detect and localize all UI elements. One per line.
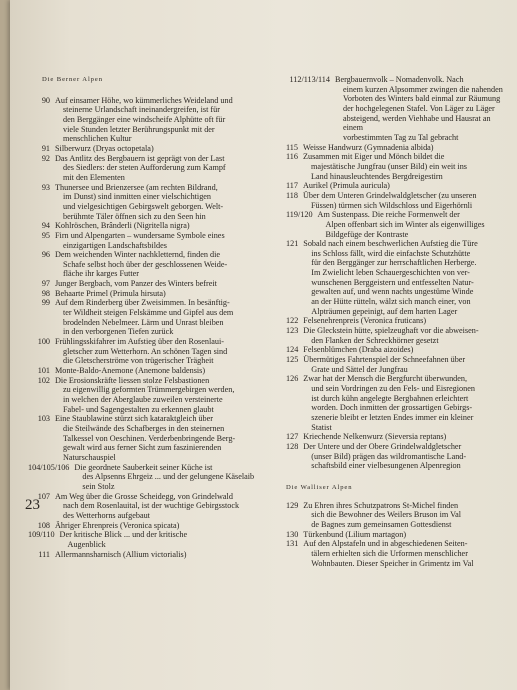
- caption-number: 117: [286, 181, 298, 191]
- caption-line: Land hinausleuchtendes Bergdreigestirn: [311, 171, 443, 181]
- caption-entry: [286, 442, 510, 471]
- caption-line: worden. Doch inmitten der grossartigen Gebirgs-: [311, 403, 473, 413]
- caption-entry: [42, 96, 274, 144]
- caption-line: Der kritische Blick ... und der kritische: [59, 530, 188, 540]
- caption-line: Kohlröschen, Brânderli (Nigritella nigra): [55, 221, 190, 231]
- caption-number: 98: [41, 288, 50, 298]
- section-heading-berner-alpen: Die Berner Alpen: [42, 76, 103, 83]
- caption-line: viele Stunden letzter Berührungspunkt mit der: [63, 124, 215, 134]
- caption-number: 100: [37, 337, 50, 347]
- caption-number: 129: [286, 500, 299, 510]
- caption-line: Übermütiges Fahrtenspiel der Schneefahnen über: [303, 355, 466, 365]
- caption-text: [303, 326, 510, 345]
- caption-line: Aurikel (Primula auricula): [303, 181, 390, 191]
- caption-number: 103: [37, 414, 50, 424]
- caption-line: an der Hütte rütteln, wälzt sich manch einer, von: [311, 297, 471, 307]
- caption-line: Weisse Handwurz (Gymnadenia albida): [303, 142, 434, 152]
- caption-entry: [37, 337, 274, 366]
- caption-line: schaftsbild einer vielbesungenen Alpenregion: [311, 461, 461, 471]
- caption-line: ins Schloss fällt, wird die einfachste Schutzhütte: [311, 248, 471, 258]
- caption-number: 95: [41, 230, 50, 240]
- caption-line: Wohnbauten. Dieser Speicher in Grimentz im Val: [311, 558, 474, 568]
- caption-entry: [28, 530, 274, 549]
- caption-line: gletscher zum Wetterhorn. An schönen Tagen sind: [63, 346, 228, 356]
- caption-line: Vorboten des Winters bald einmal zur Räumung: [343, 94, 501, 104]
- caption-text: [55, 154, 274, 183]
- caption-line: die Gletscherströme von trügerischer Trägheit: [63, 356, 214, 366]
- caption-line: wunschenen Berggeistern und entfesselten Natur-: [311, 277, 474, 287]
- caption-line: Augenblick: [67, 539, 106, 549]
- caption-line: Zwar hat der Mensch die Bergfurcht überwunden,: [303, 374, 468, 384]
- caption-entry: [42, 250, 274, 279]
- caption-entry: [28, 462, 274, 492]
- caption-line: Im Zwielicht leben Schauergeschichten von ver-: [311, 268, 470, 278]
- caption-entry: [286, 181, 510, 191]
- caption-number: 96: [41, 250, 50, 260]
- caption-entry: [42, 144, 274, 154]
- caption-entry: [42, 154, 274, 183]
- caption-entry: [37, 491, 274, 521]
- caption-line: Silberwurz (Dryas octopetala): [55, 143, 154, 153]
- caption-text: [335, 75, 510, 143]
- section-heading-walliser-alpen: Die Walliser Alpen: [286, 483, 353, 491]
- caption-number: 111: [38, 549, 50, 559]
- caption-line: Ähriger Ehrenpreis (Veronica spicata): [55, 520, 180, 530]
- caption-line: (unser Bild) prägen das wildromantische Land-: [311, 451, 467, 461]
- caption-line: des Wetterhorns aufgebaut: [63, 510, 150, 520]
- caption-number: 131: [286, 539, 299, 549]
- caption-entry: [42, 298, 274, 337]
- caption-text: [303, 442, 510, 471]
- caption-entry: [37, 366, 274, 376]
- caption-line: der hochgelegenen Stafel. Von Läger zu Läger: [343, 103, 495, 113]
- caption-number: 107: [37, 491, 50, 501]
- caption-line: Eine Staublawine stürzt sich kataraktgleich über: [55, 414, 214, 424]
- right-column: [286, 75, 510, 568]
- caption-line: Bildgefüge der Kontraste: [325, 229, 409, 239]
- caption-text: [55, 144, 274, 154]
- caption-line: Das Antlitz des Bergbauern ist geprägt von der Last: [55, 153, 225, 163]
- caption-number: 112/113/114: [289, 75, 330, 84]
- caption-number: 109/110: [28, 530, 55, 540]
- caption-entry: [286, 355, 510, 374]
- caption-line: szenerie bleibt er letzten Endes immer ein kleiner: [311, 412, 474, 422]
- caption-text: [303, 152, 510, 181]
- caption-line: Felsenehrenpreis (Veronica fruticans): [303, 316, 427, 326]
- caption-entry: [286, 316, 510, 326]
- caption-number: 99: [41, 298, 50, 308]
- caption-line: vorbestimmten Tag zu Tal gebracht: [343, 132, 459, 142]
- caption-line: Die geordnete Sauberkeit seiner Küche ist: [74, 462, 213, 472]
- caption-text: [55, 492, 274, 521]
- caption-number: 130: [286, 529, 299, 539]
- caption-line: in den verborgenen Tiefen zurück: [63, 327, 174, 337]
- caption-entry: [37, 414, 274, 462]
- caption-entry: [42, 231, 274, 250]
- caption-number: 124: [286, 345, 299, 355]
- caption-number: 126: [286, 374, 299, 384]
- caption-entry: [42, 183, 274, 222]
- caption-entry: [286, 501, 510, 530]
- caption-line: Thunersee und Brienzersee (am rechten Bildrand,: [55, 182, 218, 192]
- caption-text: [74, 463, 274, 492]
- caption-line: Statist: [311, 422, 332, 432]
- caption-line: steinerne Urlandschaft ineinandergreifen, ist für: [63, 105, 220, 115]
- caption-text: [303, 501, 510, 530]
- caption-line: nach dem Rosenlauital, ist der wuchtige Gebirgsstock: [63, 501, 240, 511]
- caption-number: 125: [286, 355, 299, 365]
- caption-line: Die Erosionskräfte liessen stolze Felsbastionen: [55, 375, 210, 385]
- caption-line: Behaarte Primel (Primula hirsuta): [55, 288, 166, 298]
- caption-number: 115: [286, 142, 298, 152]
- caption-line: ist durch kühn angelegte Bergbahnen erleichtert: [311, 393, 469, 403]
- caption-line: Am Sustenpass. Die reiche Formenwelt der: [317, 210, 460, 220]
- caption-text: [303, 539, 510, 568]
- caption-list: [286, 75, 510, 471]
- caption-line: brodelnden Nebelmeer. Lärm und Unrast bleiben: [63, 317, 224, 327]
- caption-number: 127: [286, 432, 299, 442]
- caption-line: Grate und Sättel der Jungfrau: [311, 364, 408, 374]
- caption-number: 97: [41, 279, 50, 289]
- caption-line: de Bagnes zum gemeinsamen Gottesdienst: [311, 519, 452, 529]
- caption-line: Junger Bergbach, vom Panzer des Winters befreit: [55, 279, 217, 289]
- caption-line: Schafe selbst hoch über der geschlossenen Weide-: [63, 259, 228, 269]
- caption-line: Firn und Alpengarten – wundersame Symbole eines: [55, 230, 225, 240]
- caption-line: einzigartigen Landschaftsbildes: [63, 240, 167, 250]
- caption-line: die Steilwände des Schafberges in den steinernen: [63, 423, 225, 433]
- caption-entry: [286, 432, 510, 442]
- caption-text: [55, 231, 274, 250]
- caption-line: mit den Elementen: [63, 172, 125, 182]
- caption-line: Der Untere und der Obere Grindelwaldgletscher: [303, 441, 462, 451]
- caption-text: [55, 550, 274, 560]
- caption-text: [303, 316, 510, 326]
- caption-line: Über dem Unteren Grindelwaldgletscher (zu unseren: [303, 190, 477, 200]
- caption-number: 94: [41, 221, 50, 231]
- caption-line: Zusammen mit Eiger und Mönch bildet die: [303, 152, 445, 162]
- caption-line: Auf einsamer Höhe, wo kümmerliches Weideland und: [55, 95, 233, 105]
- caption-entry: [286, 374, 510, 432]
- caption-line: gewalten auf, und wenn nachts ungestüme Winde: [311, 287, 474, 297]
- caption-number: 122: [286, 316, 299, 326]
- caption-number: 92: [41, 153, 50, 163]
- caption-text: [55, 279, 274, 289]
- caption-line: Sobald nach einem beschwerlichen Aufstieg die Türe: [303, 239, 478, 249]
- caption-text: [55, 376, 274, 415]
- caption-number: 104/105/106: [28, 462, 70, 472]
- caption-text: [55, 298, 274, 337]
- caption-number: 118: [286, 190, 298, 200]
- caption-entry: [37, 520, 274, 531]
- caption-line: den Berggänger eine windscheife Alphütte oft für: [63, 114, 226, 124]
- caption-line: Talkessel von Oeschinen. Verderbenbringende Berg-: [63, 433, 236, 443]
- caption-text: [303, 345, 510, 355]
- caption-number: 119/120: [286, 210, 313, 220]
- caption-line: tälern erhielten sich die Urformen menschlicher: [311, 548, 468, 558]
- caption-text: [55, 221, 274, 231]
- caption-line: Auf den Alpstafeln und in abgeschiedenen Seiten-: [303, 539, 468, 549]
- caption-line: fläche ihr karges Futter: [63, 269, 140, 279]
- caption-line: Naturschauspiel: [63, 452, 116, 462]
- caption-line: Kriechende Nelkenwurz (Sieversia reptans): [303, 432, 447, 442]
- caption-list: [286, 501, 510, 569]
- caption-line: Frühlingsskifahrer im Aufstieg über den Rosenlaui-: [55, 337, 224, 347]
- caption-entry: [42, 221, 274, 231]
- caption-line: und vielgesichtigen Gebirgswelt geborgen. Welt-: [63, 201, 224, 211]
- caption-number: 101: [37, 366, 50, 376]
- caption-text: [55, 183, 274, 222]
- caption-line: Allermannsharnisch (Allium victorialis): [55, 549, 187, 559]
- caption-line: majestätische Jungfrau (unser Bild) ein weit ins: [311, 161, 467, 171]
- caption-entry: [37, 375, 274, 415]
- caption-line: gewalt wird aus ferner Sicht zum faszinierenden: [63, 443, 222, 453]
- caption-line: für den Berggänger zur herrschaftlichen Herberge.: [311, 258, 477, 268]
- caption-entry: [286, 345, 510, 355]
- caption-line: Bergbauernvolk – Nomadenvolk. Nach: [335, 75, 464, 84]
- caption-line: Die Gleckstein hütte, spielzeughaft vor die abweisen-: [303, 326, 479, 336]
- caption-text: [303, 143, 510, 153]
- caption-entry: [286, 239, 510, 316]
- caption-line: und sein Vordringen zu den Fels- und Eisregionen: [311, 384, 475, 393]
- caption-number: 102: [37, 375, 50, 385]
- caption-number: 121: [286, 239, 299, 249]
- caption-text: [55, 521, 274, 531]
- caption-text: [55, 250, 274, 279]
- caption-text: [303, 530, 510, 540]
- caption-line: ter Wildheit steigen Felskämme und Gipfel aus dem: [63, 308, 234, 318]
- caption-number: 90: [41, 95, 50, 105]
- book-page: [10, 0, 517, 690]
- caption-line: zu eigenwillig geformten Trümmergebirgen werden,: [63, 385, 235, 395]
- caption-text: [318, 210, 510, 239]
- caption-line: Türkenbund (Lilium martagon): [303, 529, 407, 539]
- page-number: 23: [25, 497, 40, 513]
- caption-line: Alpträumen gepeinigt, auf dem harten Lager: [311, 306, 458, 316]
- caption-line: Auf dem Rinderberg über Zweisimmen. In besänftig-: [55, 298, 230, 308]
- caption-text: [303, 355, 510, 374]
- caption-line: in welchen der Aberglaube zuweilen versteinerte: [63, 395, 223, 404]
- caption-line: Zu Ehren ihres Schutzpatrons St-Michel finden: [303, 500, 459, 510]
- caption-number: 108: [37, 520, 50, 530]
- caption-line: sich die Bewohner des Weilers Bruson im Val: [311, 510, 462, 520]
- caption-entry: [42, 289, 274, 299]
- caption-entry: [286, 210, 510, 239]
- caption-number: 91: [41, 143, 50, 153]
- caption-number: 93: [41, 182, 50, 192]
- caption-entry: [286, 152, 510, 181]
- caption-line: menschlichen Kultur: [63, 134, 132, 144]
- caption-text: [55, 366, 274, 376]
- caption-line: des Alpsenns Ehrgeiz ... und der gelungene Käselaib: [82, 472, 255, 482]
- caption-entry: [286, 539, 510, 568]
- caption-text: [303, 239, 510, 316]
- caption-number: 128: [286, 441, 299, 451]
- caption-line: Am Weg über die Grosse Scheidegg, von Grindelwald: [55, 491, 233, 501]
- caption-line: einem kurzen Alpsommer zwingen die nahenden: [343, 84, 503, 94]
- caption-entry: [286, 143, 510, 153]
- caption-text: [55, 414, 274, 462]
- caption-entry: [38, 549, 274, 560]
- caption-line: Füssen) türmen sich Wildschloss und Eigerhörnli: [311, 200, 473, 210]
- caption-number: 116: [286, 152, 298, 162]
- caption-line: sein Stolz: [82, 481, 115, 491]
- caption-line: des Siedlers: der steten Aufforderung zum Kampf: [63, 163, 226, 173]
- caption-line: Dem weichenden Winter nachkletternd, finden die: [55, 250, 221, 260]
- caption-line: den Flanken der Schreckhörner gesetzt: [311, 335, 439, 345]
- caption-line: absteigend, werden Viehhabe und Hausrat an einem: [343, 113, 491, 133]
- caption-text: [55, 96, 274, 144]
- caption-entry: [286, 530, 510, 540]
- caption-text: [303, 181, 510, 191]
- caption-text: [55, 337, 274, 366]
- caption-line: Fabel- und Sagengestalten zu erkennen glaubt: [63, 404, 214, 414]
- caption-entry: [286, 191, 510, 210]
- caption-line: Felsenblümchen (Draba aizoides): [303, 345, 414, 355]
- caption-number: 123: [286, 326, 299, 336]
- caption-entry: [286, 75, 510, 143]
- caption-entry: [286, 326, 510, 345]
- caption-line: Alpen offenbart sich im Winter als eigenwilliges: [325, 219, 485, 229]
- caption-line: Monte-Baldo-Anemone (Anemone baldensis): [55, 366, 206, 376]
- caption-text: [303, 432, 510, 442]
- caption-line: im Dunst) sind inmitten einer vielschichtigen: [63, 192, 212, 202]
- caption-text: [60, 530, 274, 549]
- caption-entry: [42, 279, 274, 289]
- caption-line: berühmte Täler öffnen sich zu den Seen hin: [63, 211, 206, 221]
- caption-text: [55, 289, 274, 299]
- caption-text: [303, 191, 510, 210]
- caption-text: [303, 374, 510, 432]
